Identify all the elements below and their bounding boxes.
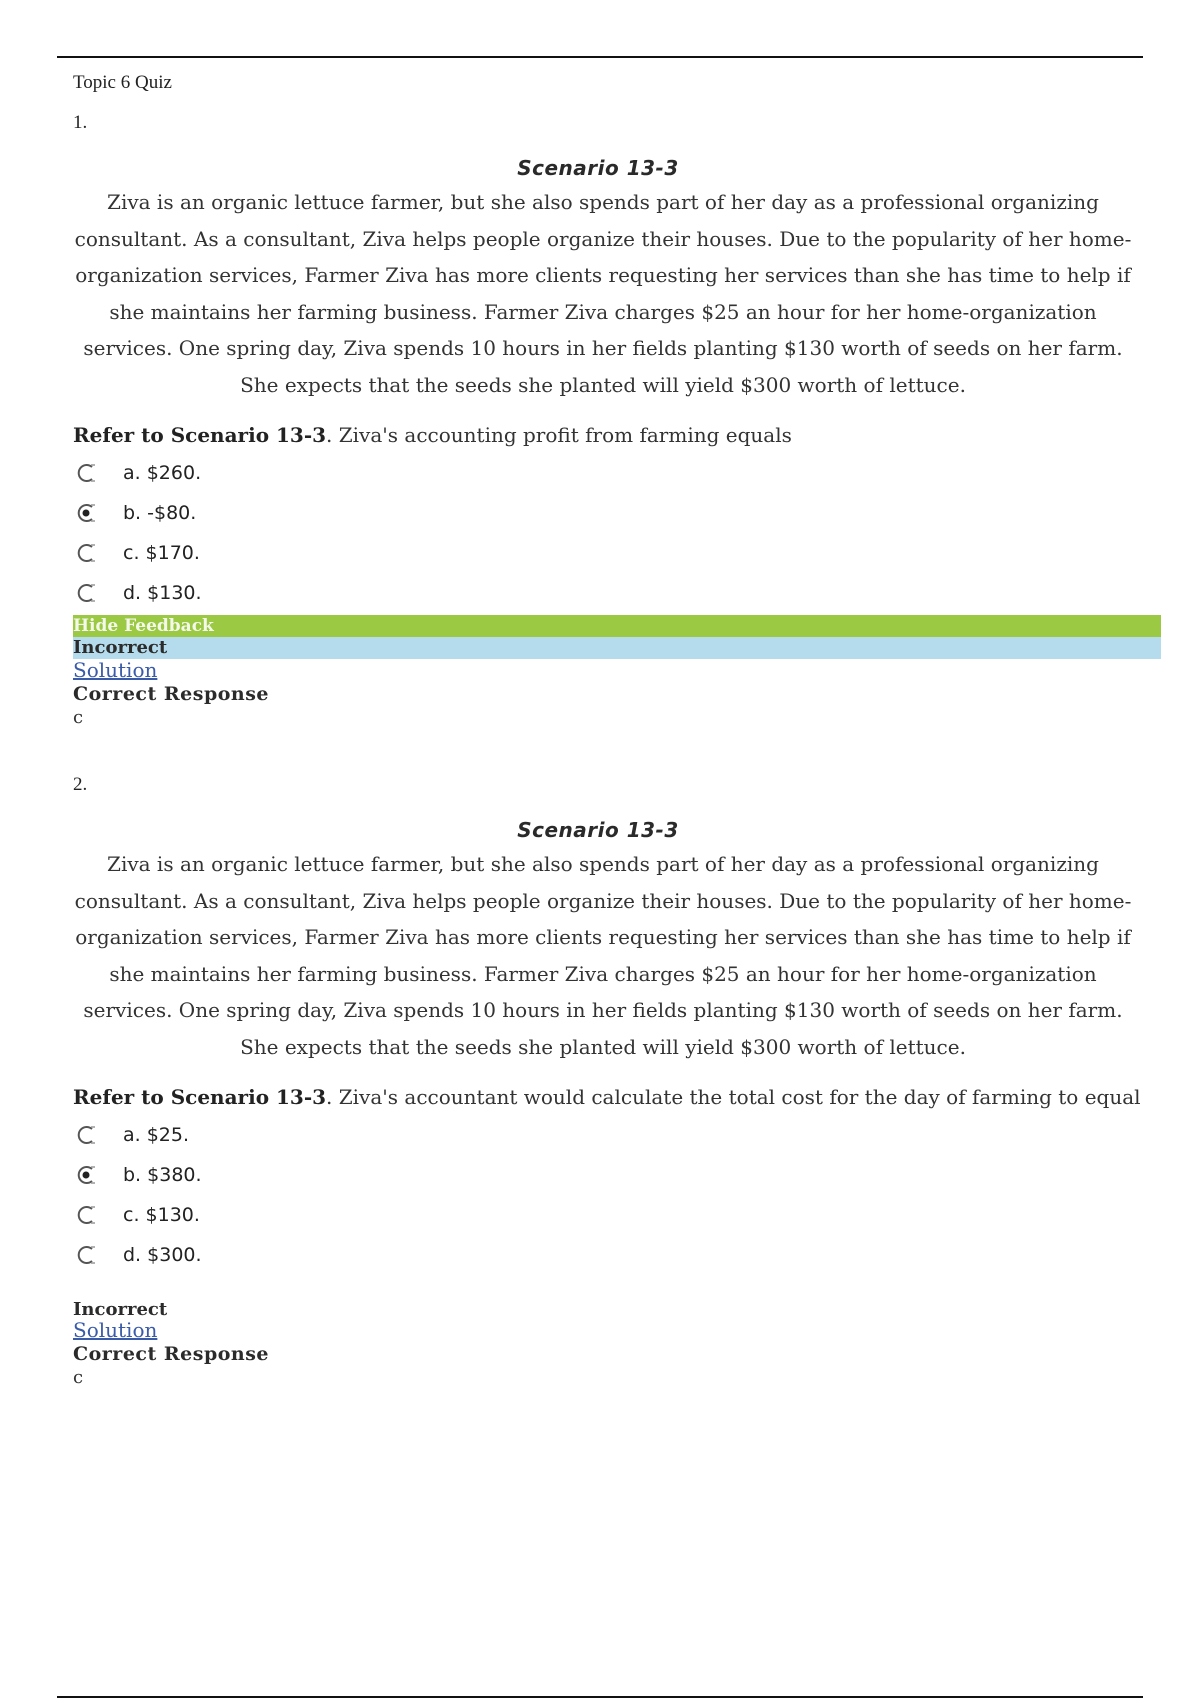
choice-label: a. $25.	[123, 1124, 190, 1146]
choice-a[interactable]	[73, 1115, 1163, 1155]
radio-button-icon[interactable]	[76, 1244, 98, 1266]
scenario-line: services. One spring day, Ziva spends 10 hours in her fields planting $130 worth of seeds on her farm.	[83, 998, 1123, 1022]
scenario-text	[48, 846, 1158, 1065]
scenario-text	[48, 184, 1158, 403]
scenario-reference: Refer to Scenario 13-3	[73, 423, 327, 447]
radio-button-icon[interactable]	[76, 582, 98, 604]
scenario-line: she maintains her farming business. Farmer Ziva charges $25 an hour for her home-organization	[109, 299, 1097, 324]
solution-link[interactable]: Solution	[73, 658, 158, 682]
radio-button-icon[interactable]	[76, 1164, 98, 1186]
bottom-rule	[57, 1696, 1143, 1698]
choice-label: d. $130.	[123, 582, 202, 604]
choice-label: c. $130.	[123, 1204, 200, 1226]
scenario-title: Scenario 13-3	[517, 818, 679, 842]
prompt-text: . Ziva's accounting profit from farming equals	[326, 423, 792, 447]
top-rule	[57, 56, 1143, 58]
question-number: 2.	[73, 774, 88, 795]
scenario-line: Ziva is an organic lettuce farmer, but she also spends part of her day as a professional organizing	[107, 190, 1099, 214]
choice-list	[73, 453, 1163, 613]
radio-button-icon[interactable]	[76, 1204, 98, 1226]
radio-unselected-icon	[76, 1124, 98, 1146]
radio-button-icon[interactable]	[76, 542, 98, 564]
scenario-line: She expects that the seeds she planted will yield $300 worth of lettuce.	[240, 1034, 966, 1059]
scenario-line: organization services, Farmer Ziva has more clients requesting her services than she has time to help if	[75, 925, 1131, 949]
choice-d[interactable]	[73, 573, 1163, 613]
question-prompt	[73, 1085, 1163, 1109]
radio-button-icon[interactable]	[76, 502, 98, 524]
choice-d[interactable]	[73, 1235, 1163, 1275]
choice-b[interactable]	[73, 1155, 1163, 1195]
choice-label: c. $170.	[123, 542, 200, 564]
choice-c[interactable]	[73, 1195, 1163, 1235]
choice-list	[73, 1115, 1163, 1275]
question-1	[73, 112, 1163, 728]
choice-label: b. -$80.	[123, 502, 197, 524]
prompt-text: . Ziva's accountant would calculate the total cost for the day of farming to equal	[326, 1085, 1141, 1109]
hide-feedback-toggle[interactable]: Hide Feedback	[73, 615, 1161, 637]
document-title: Topic 6 Quiz	[73, 72, 172, 93]
correct-response-value: c	[73, 707, 84, 728]
choice-a[interactable]	[73, 453, 1163, 493]
question-2	[73, 774, 1163, 1388]
radio-button-icon[interactable]	[76, 1124, 98, 1146]
radio-selected-icon	[76, 1164, 98, 1186]
scenario-line: organization services, Farmer Ziva has more clients requesting her services than she has time to help if	[75, 263, 1131, 287]
radio-unselected-icon	[76, 582, 98, 604]
choice-b[interactable]	[73, 493, 1163, 533]
question-number: 1.	[73, 112, 88, 133]
scenario-reference: Refer to Scenario 13-3	[73, 1085, 327, 1109]
correct-response-label: Correct Response	[73, 683, 269, 705]
solution-link[interactable]: Solution	[73, 1318, 158, 1342]
radio-unselected-icon	[76, 462, 98, 484]
question-prompt	[73, 423, 1163, 447]
scenario-line: services. One spring day, Ziva spends 10 hours in her fields planting $130 worth of seeds on her farm.	[83, 336, 1123, 360]
choice-label: b. $380.	[123, 1164, 202, 1186]
radio-unselected-icon	[76, 1204, 98, 1226]
correct-response-value: c	[73, 1367, 84, 1388]
choice-label: a. $260.	[123, 462, 202, 484]
radio-unselected-icon	[76, 1244, 98, 1266]
choice-c[interactable]	[73, 533, 1163, 573]
scenario-title: Scenario 13-3	[517, 156, 679, 180]
radio-button-icon[interactable]	[76, 462, 98, 484]
correct-response-label: Correct Response	[73, 1343, 269, 1365]
choice-label: d. $300.	[123, 1244, 202, 1266]
result-status: Incorrect	[73, 637, 1161, 659]
result-status: Incorrect	[73, 1299, 168, 1320]
radio-unselected-icon	[76, 542, 98, 564]
scenario-line: she maintains her farming business. Farmer Ziva charges $25 an hour for her home-organization	[109, 961, 1097, 986]
scenario-line: consultant. As a consultant, Ziva helps people organize their houses. Due to the popularity of her home-	[74, 226, 1132, 251]
radio-selected-icon	[76, 502, 98, 524]
scenario-line: She expects that the seeds she planted will yield $300 worth of lettuce.	[240, 372, 966, 397]
scenario-line: consultant. As a consultant, Ziva helps people organize their houses. Due to the popularity of her home-	[74, 888, 1132, 913]
scenario-line: Ziva is an organic lettuce farmer, but she also spends part of her day as a professional organizing	[107, 852, 1099, 876]
